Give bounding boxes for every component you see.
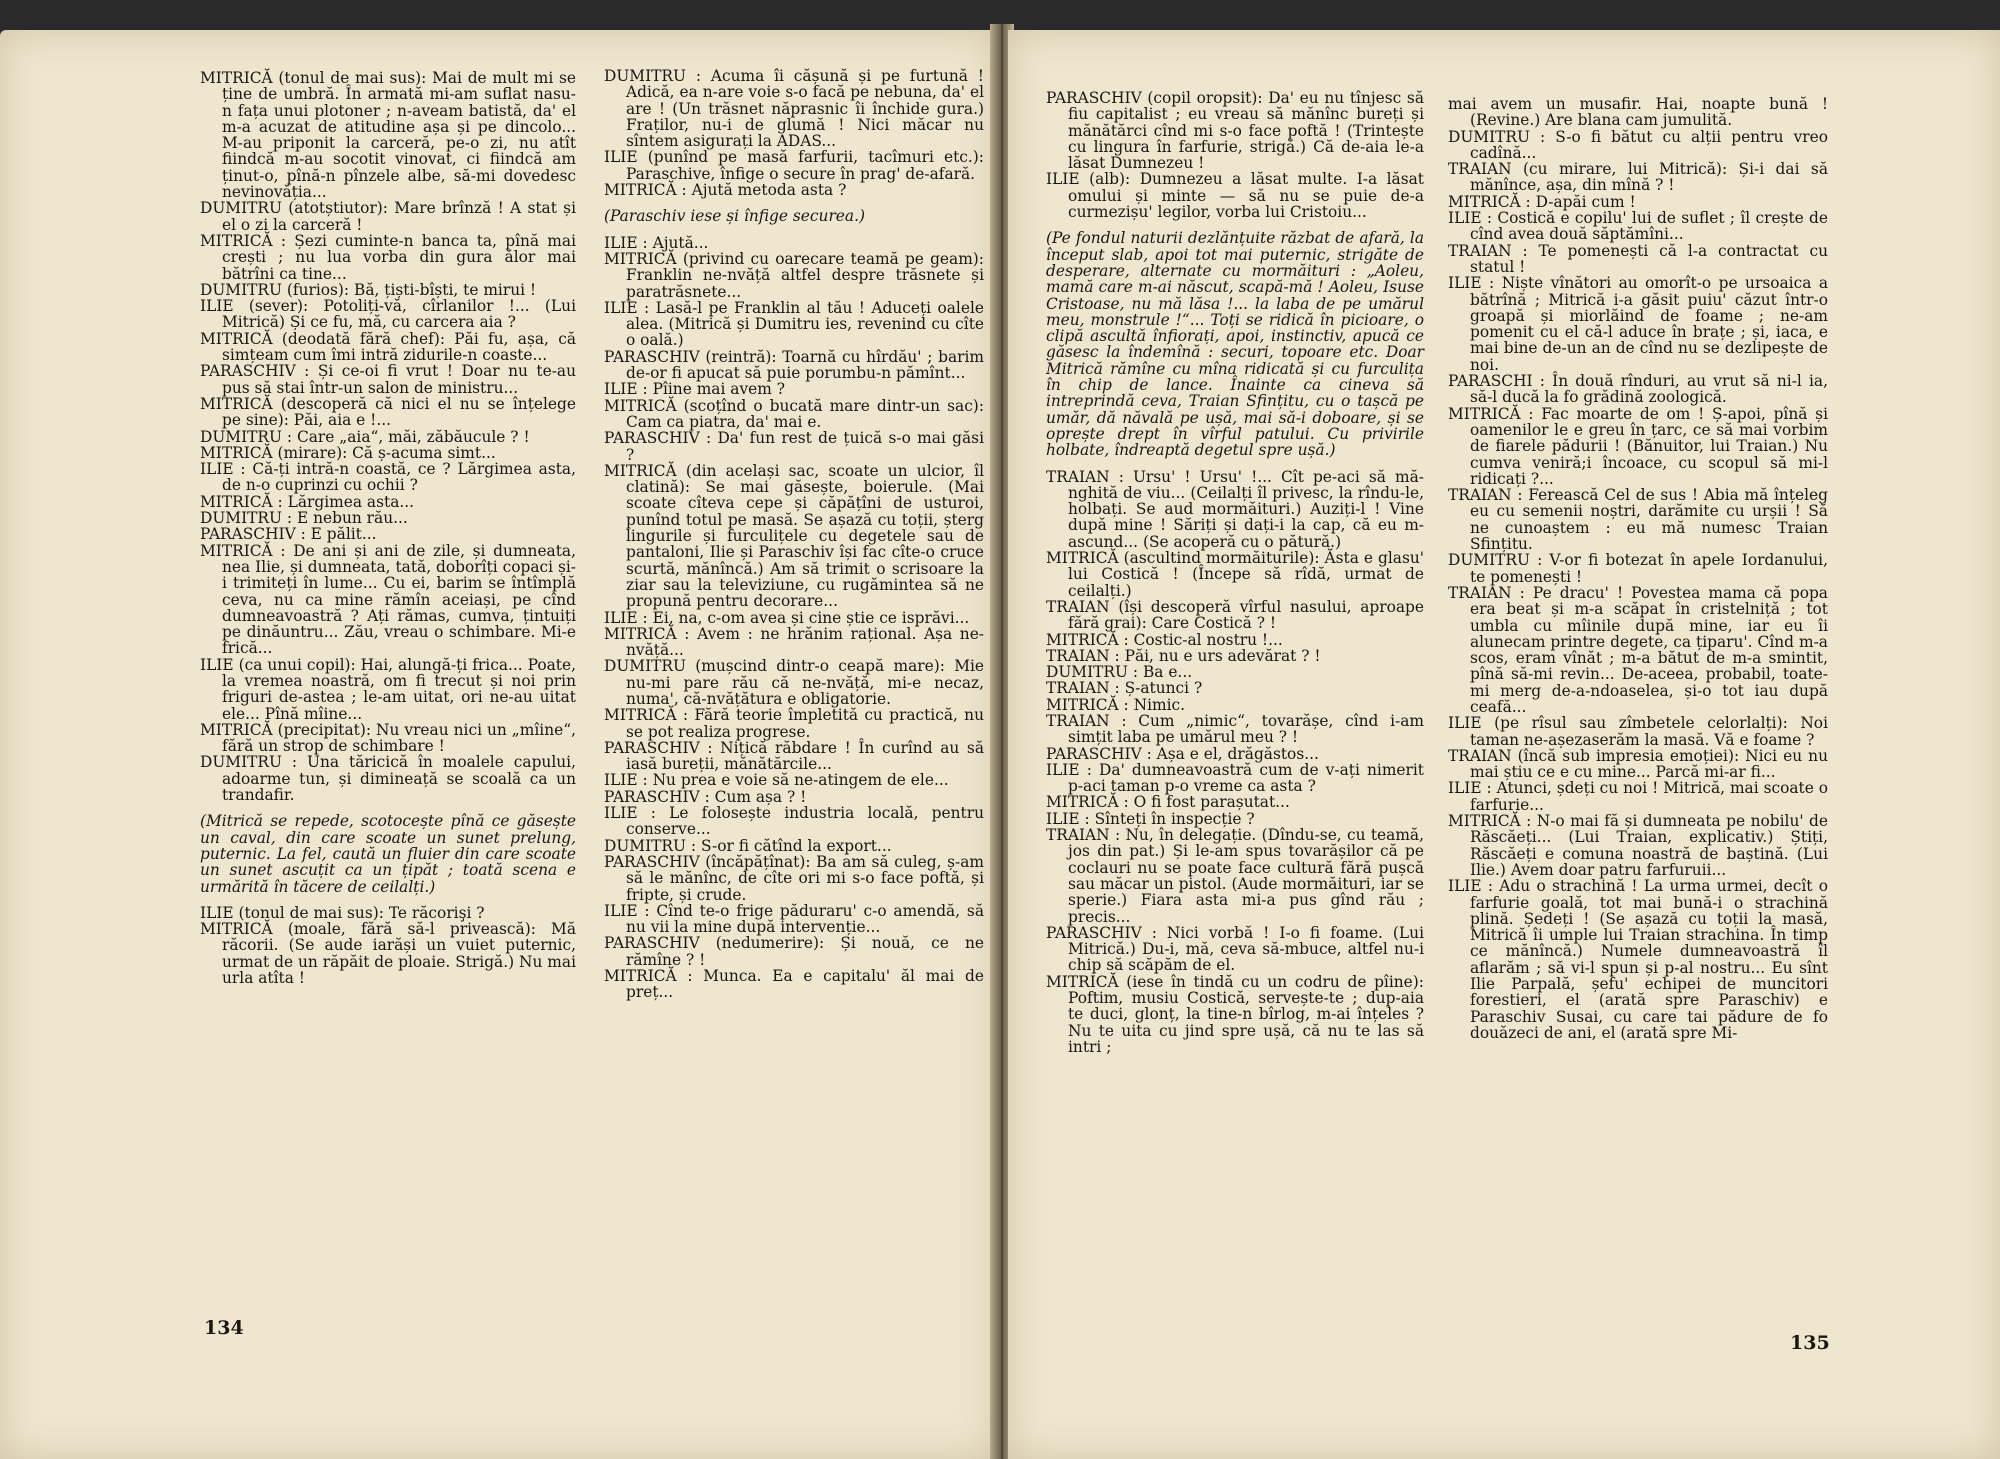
dialogue-line: DUMITRU : Care „aia“, măi, zăbăucule ? !: [200, 427, 530, 446]
dialogue-line: TRAIAN : Ferească Cel de sus ! Abia mă înțeleg eu cu semenii noștri, darămite cu urșii ! Să ne cunoaștem : eu mă numesc Traian Sfințitu.: [1448, 486, 1828, 554]
dialogue-line: TRAIAN : Nu, în delegație. (Dîndu-se, cu teamă, jos din pat.) Și le-am spus tovarășilor că pe coclauri nu se poate face cultură fără pușcă sau măcar un pistol. (Aude mormăituri, iar se sperie.) Fiara asta mi-a pus gînd rău ; precis...: [1046, 826, 1424, 926]
left-page-column-1: [200, 70, 576, 986]
dialogue-line: ILIE : Nu prea e voie să ne-atingem de ele...: [604, 771, 949, 790]
dialogue-line: MITRICĂ : Avem : ne hrănim rațional. Așa ne-nvăță...: [604, 624, 984, 660]
dialogue-line: ILIE (ca unui copil): Hai, alungă-ți frica... Poate, la vremea noastră, om fi trecut și noi prin friguri de-astea ; le-am uitat, ori ne-au uitat ele... Pînă mîine...: [200, 655, 576, 723]
dialogue-line: TRAIAN : Cum „nimic“, tovarășe, cînd i-am simțit laba pe umărul meu ? !: [1046, 711, 1424, 747]
dialogue-line: PARASCHI : În două rînduri, au vrut să ni-l ia, să-l ducă la fo grădină zoologică.: [1448, 372, 1828, 407]
dialogue-line: MITRICĂ : Nimic.: [1046, 695, 1186, 714]
dialogue-line: TRAIAN : Te pomenești că l-a contractat cu statul !: [1448, 241, 1828, 276]
dialogue-line: ILIE : Pîine mai avem ?: [604, 380, 785, 399]
dialogue-line: MITRICĂ : Fac moarte de om ! Ș-apoi, pînă și oamenilor le e greu în țarc, ce să mai vorbim de fiarele pădurii ! (Bănuitor, lui Traian.) Nu cumva veniră;i încoace, cu scopul să mi-l ridicați ?...: [1448, 404, 1828, 488]
dialogue-line: PARASCHIV : Și ce-oi fi vrut ! Doar nu te-au pus să stai într-un salon de ministru...: [200, 362, 576, 397]
dialogue-line: MITRICĂ : Munca. Ea e capitalu' ăl mai de preț...: [604, 967, 984, 1002]
dialogue-line: PARASCHIV : E pălit...: [200, 525, 377, 544]
dialogue-line: MITRICĂ (descoperă că nici el nu se înțelege pe sine): Păi, aia e !...: [200, 394, 576, 430]
dialogue-line: MITRICĂ (iese în tindă cu un codru de pîine): Poftim, musiu Costică, servește-te ; dup-aia te duci, glonț, la tine-n bîrlog, m-ai înțeles ? Nu te uita cu jind spre ușă, că nu te las să intri ;: [1046, 972, 1424, 1056]
dialogue-line: ILIE (punînd pe masă farfurii, tacîmuri etc.): Paraschive, înfige o secure în prag' de-afară.: [604, 148, 984, 183]
dialogue-line: ILIE (tonul de mai sus): Te răcorişi ?: [200, 903, 485, 922]
dialogue-line: DUMITRU : S-or fi cătînd la export...: [604, 836, 892, 855]
left-page-column-2: [604, 68, 984, 1001]
dialogue-line: MITRICĂ (din același sac, scoate un ulcior, îl clatină): Se mai găsește, boierule. (Mai scoate cîteva cepe și căpățîni de usturoi, punînd totul pe masă. Se așază cu toții, șterg lingurile și furculițele cu degetele sau de pantaloni, Ilie și Paraschiv își fac cîte-o cruce scurtă, mănîncă.) Am să trimit o scrisoare la ziar sau la televiziune, cu rugămintea să ne propună pentru decorare...: [604, 461, 984, 611]
dialogue-line: ILIE : Niște vînători au omorît-o pe ursoaica a bătrînă ; Mitrică i-a găsit puiu' căzut într-o groapă și miorlăind de foame ; ne-am pomenit cu el că-l aduce în brațe ; și, iaca, e mai bine de-un an de cînd nu se dezlipește de noi.: [1448, 274, 1828, 374]
dialogue-line: TRAIAN : Păi, nu e urs adevărat ? !: [1046, 646, 1321, 665]
dialogue-line: ILIE : Le folosește industria locală, pentru conserve...: [604, 804, 984, 839]
dialogue-line: MITRICĂ (precipitat): Nu vreau nici un „mîine“, fără un strop de schimbare !: [200, 720, 576, 756]
dialogue-line: ILIE : Adu o strachină ! La urma urmei, decît o farfurie goală, tot mai bună-i o strachină plină. Ședeți ! (Se așază cu toții la masă, Mitrică îi umple lui Traian strachina. În timp ce mănîncă.) Numele dumneavoastră îl aflarăm ; să vi-l spun și p-al nostru... Eu sînt Ilie Parpală, șefu' echipei de muncitori forestieri, el (arată spre Paraschiv) e Paraschiv Susai, cu care tai pădure de fo douăzeci de ani, el (arată spre Mi-: [1448, 877, 1828, 1042]
dialogue-line: MITRICĂ (privind cu oarecare teamă pe geam): Franklin ne-nvăță altfel despre trăsnete și paratrăsnete...: [604, 249, 984, 301]
stage-direction: (Mitrică se repede, scotocește pînă ce găsește un caval, din care scoate un sunet prelung, puternic. La fel, caută un fluier din care scoate un sunet ascuțit ca un țipăt ; toată scena e urmărită în tăcere de ceilalți.): [200, 812, 576, 896]
dialogue-line: PARASCHIV (încăpățînat): Ba am să culeg, ș-am să le mănînc, de cîte ori mi s-o face poftă, și fripte, și crude.: [604, 852, 984, 904]
dialogue-line: ILIE : Da' dumneavoastră cum de v-ați nimerit p-aci taman p-o vreme ca asta ?: [1046, 760, 1424, 796]
dialogue-line: ILIE (alb): Dumnezeu a lăsat multe. I-a lăsat omului și minte — să nu se puie de-a curmezișu' legilor, vorba lui Cristoiu...: [1046, 170, 1424, 222]
dialogue-line: PARASCHIV (reintră): Toarnă cu hîrdău' ; barim de-or fi apucat să puie porumbu-n pămînt...: [604, 347, 984, 383]
dialogue-line: ILIE : Lasă-l pe Franklin al tău ! Aduceți oalele alea. (Mitrică și Dumitru ies, revenind cu cîte o oală.): [604, 298, 984, 350]
dialogue-line: PARASCHIV : Nițică răbdare ! În curînd au să iasă bureții, mănătărcile...: [604, 738, 984, 774]
dialogue-line: MITRICĂ (scoțînd o bucată mare dintr-un sac): Cam ca piatra, da' mai e.: [604, 396, 984, 431]
dialogue-line: DUMITRU (mușcind dintr-o ceapă mare): Mie nu-mi pare rău că ne-nvăță, mi-e necaz, numa', că-nvățătura e obligatorie.: [604, 657, 984, 708]
dialogue-line: ILIE : Ajută...: [604, 233, 709, 252]
dialogue-line: DUMITRU : Una tăricică în moalele capului, adoarme tun, și dimineață se scoală ca un trandafir.: [200, 753, 576, 805]
dialogue-line: TRAIAN : Ursu' ! Ursu' !... Cît pe-aci să mă-nghită de viu... (Ceilalți îl privesc, la rîndu-le, holbați. Se aud mormăituri.) Auziți-l ! Vine după mine ! Săriți și dați-i la cap, că eu m-ascund... (Se acoperă cu o pătură.): [1046, 467, 1424, 551]
dialogue-line: MITRICĂ : Ajută metoda asta ?: [604, 181, 847, 200]
dialogue-line: MITRICĂ (tonul de mai sus): Mai de mult mi se ține de umbră. În armată mi-am suflat nasu-n fața unui plotoner ; n-aveam batistă, da' el m-a acuzat de atitudine așa și pe dincolo... M-au priponit la carceră, pe-o zi, nu atît fiindcă m-au socotit vinovat, ci fiindcă am ținut-o, pînă-n pînzele albe, să-mi dovedesc nevinovăția...: [200, 69, 576, 202]
dialogue-line: TRAIAN (încă sub impresia emoției): Nici eu nu mai știu ce e cu mine... Parcă mi-ar fi...: [1448, 746, 1828, 782]
dialogue-line: ILIE : Costică e copilu' lui de suflet ; îl crește de cînd avea două săptămîni...: [1448, 209, 1828, 244]
dialogue-line: MITRICĂ : Lărgimea asta...: [200, 492, 415, 511]
dialogue-line: ILIE (sever): Potoliți-vă, cîrlanilor !... (Lui Mitrică) Și ce fu, mă, cu carcera aia ?: [200, 297, 576, 332]
right-page-column-1: [1046, 90, 1424, 1055]
dialogue-line: TRAIAN : Pe dracu' ! Povestea mama că popa era beat și m-a scăpat în cristelniță ; tot umbla cu mîinile după mine, iar eu îi alunecam printre degete, ca țiparu'. Cînd m-a scos, eram vînăt ; m-a bătut de m-a smintit, pînă să-mi revin... De-aceea, probabil, toate-mi merg de-a-ndoaselea, și-o tot iau după ceafă...: [1448, 583, 1828, 716]
dialogue-line: TRAIAN (cu mirare, lui Mitrică): Și-i dai să mănînce, așa, din mînă ? !: [1448, 160, 1828, 195]
dialogue-line: MITRICĂ : D-apăi cum !: [1448, 192, 1636, 211]
right-page: [1008, 30, 2000, 1459]
dialogue-line: DUMITRU : Acuma îi cășună și pe furtună ! Adică, ea n-are voie s-o facă pe nebuna, da' el are ! (Un trăsnet năprasnic îi închide gura.) Fraților, nu-i de glumă ! Nici măcar nu sîntem asigurați la ADAS...: [604, 67, 984, 151]
dialogue-line: mai avem un musafir. Hai, noapte bună ! (Revine.) Are blana cam jumulită.: [1448, 95, 1828, 130]
page-number-right: 135: [1790, 1332, 1830, 1354]
left-page: [0, 30, 996, 1459]
dialogue-line: MITRICĂ : De ani și ani de zile, și dumneata, nea Ilie, și dumneata, tată, doborîți copaci și-i trimiteți în lume... Cu ei, barim se întîmplă ceva, nu ca mine rămîn aceiași, pe cînd dumneavoastră ? Ați rămas, cumva, țintuiți pe dinăuntru... Zău, vreau o schimbare. Mi-e frică...: [200, 541, 576, 658]
dialogue-line: ILIE : Că-ți intră-n coastă, ce ? Lărgimea asta, de n-o cuprinzi cu ochii ?: [200, 460, 576, 495]
dialogue-line: MITRICĂ : Fără teorie împletită cu practică, nu se pot realiza progrese.: [604, 706, 984, 741]
dialogue-line: PARASCHIV (nedumerire): Și nouă, ce ne rămîne ? !: [604, 934, 984, 969]
dialogue-line: ILIE (pe rîsul sau zîmbetele celorlalți): Noi taman ne-așezaserăm la masă. Vă e foame ?: [1448, 714, 1828, 749]
dialogue-line: DUMITRU : V-or fi botezat în apele Iordanului, te pomenești !: [1448, 551, 1828, 586]
dialogue-line: MITRICĂ : N-o mai fă și dumneata pe nobilu' de Răscăeți... (Lui Traian, explicativ.) Știți, Răscăeți e comuna noastră de baștină. (Lui Ilie.) Avem doar patru farfuruii...: [1448, 812, 1828, 879]
dialogue-line: ILIE : Ei, na, c-om avea și cine știe ce isprăvi...: [604, 608, 970, 627]
dialogue-line: PARASCHIV : Da' fun rest de țuică s-o mai găsi ?: [604, 429, 984, 464]
dialogue-line: DUMITRU : E nebun rău...: [200, 509, 408, 528]
dialogue-line: DUMITRU (furios): Bă, țiști-bîști, te mirui !: [200, 280, 537, 299]
dialogue-line: MITRICĂ (ascultind mormăiturile): Ăsta e glasu' lui Costică ! (Începe să rîdă, urmat de ceilalți.): [1046, 549, 1424, 600]
dialogue-line: MITRICĂ (moale, fără să-l privească): Mă răcorii. (Se aude iarăși un vuiet puternic, urmat de un răpăit de ploaie. Strigă.) Nu mai urla atîta !: [200, 920, 576, 988]
page-number-left: 134: [204, 1317, 244, 1339]
dialogue-line: MITRICĂ (mirare): Că ș-acuma simt...: [200, 443, 496, 462]
dialogue-line: MITRICĂ : Costic-al nostru !...: [1046, 630, 1283, 649]
dialogue-line: PARASCHIV : Nici vorbă ! I-o fi foame. (Lui Mitrică.) Du-i, mă, ceva să-mbuce, altfel nu-i chip să scăpăm de el.: [1046, 923, 1424, 975]
dialogue-line: TRAIAN : Ș-atunci ?: [1046, 679, 1203, 698]
stage-direction: (Paraschiv iese și înfige securea.): [604, 207, 865, 226]
dialogue-line: DUMITRU : Ba e...: [1046, 663, 1193, 682]
dialogue-line: ILIE : Sînteți în inspecție ?: [1046, 809, 1255, 828]
dialogue-line: ILIE : Atunci, șdeți cu noi ! Mitrică, mai scoate o farfurie...: [1448, 779, 1828, 814]
dialogue-line: PARASCHIV (copil oropsit): Da' eu nu tînjesc să fiu capitalist ; eu vreau să mănînc bureți și mănătărci cînd mi s-o face poftă ! (Trintește cu lingura în farfurie, strigă.) Că de-aia le-a lăsat Dumnezeu !: [1046, 89, 1424, 173]
stage-direction: (Pe fondul naturii dezlănțuite răzbat de afară, la început slab, apoi tot mai puternic, strigăte de desperare, alternate cu mormăituri : „Aoleu, mamă care m-ai născut, scapă-mă ! Aoleu, Isuse Cristoase, nu mă lăsa !... la laba de pe umărul meu, monstrule !“... Toți se ridică în picioare, o clipă ascultă înfiorați, apoi, instinctiv, apucă ce găsesc la îndemînă : securi, topoare etc. Doar Mitrică rămîne cu mîna ridicată și cu furculița în chip de lance. Înainte ca cineva să intreprindă ceva, Traian Sfințitu, cu o tașcă pe umăr, dă năvală pe ușă, mai să-i doboare, și se oprește drept în vîrful patului. Cu privirile holbate, îndreaptă degetul spre ușă.): [1046, 229, 1424, 460]
dialogue-line: PARASCHIV : Așa e el, drăgăstos...: [1046, 744, 1319, 763]
dialogue-line: MITRICĂ : O fi fost parașutat...: [1046, 793, 1290, 812]
right-page-column-2: [1448, 96, 1828, 1041]
dialogue-line: MITRICĂ : Șezi cuminte-n banca ta, pînă mai crești ; nu lua vorba din gura ălor mai bătrîni ca tine...: [200, 231, 576, 283]
dialogue-line: DUMITRU : S-o fi bătut cu alții pentru vreo cadînă...: [1448, 127, 1828, 162]
dialogue-line: MITRICĂ (deodată fără chef): Păi fu, așa, că simțeam cum îmi intră zidurile-n coaste...: [200, 329, 576, 365]
dialogue-line: ILIE : Cînd te-o frige păduraru' c-o amendă, să nu vii la mine după intervenție...: [604, 901, 984, 937]
dialogue-line: TRAIAN (își descoperă vîrful nasului, aproape fără grai): Care Costică ? !: [1046, 597, 1424, 633]
dialogue-line: DUMITRU (atotștiutor): Mare brînză ! A stat și el o zi la carceră !: [200, 199, 576, 234]
dialogue-line: PARASCHIV : Cum așa ? !: [604, 787, 807, 806]
